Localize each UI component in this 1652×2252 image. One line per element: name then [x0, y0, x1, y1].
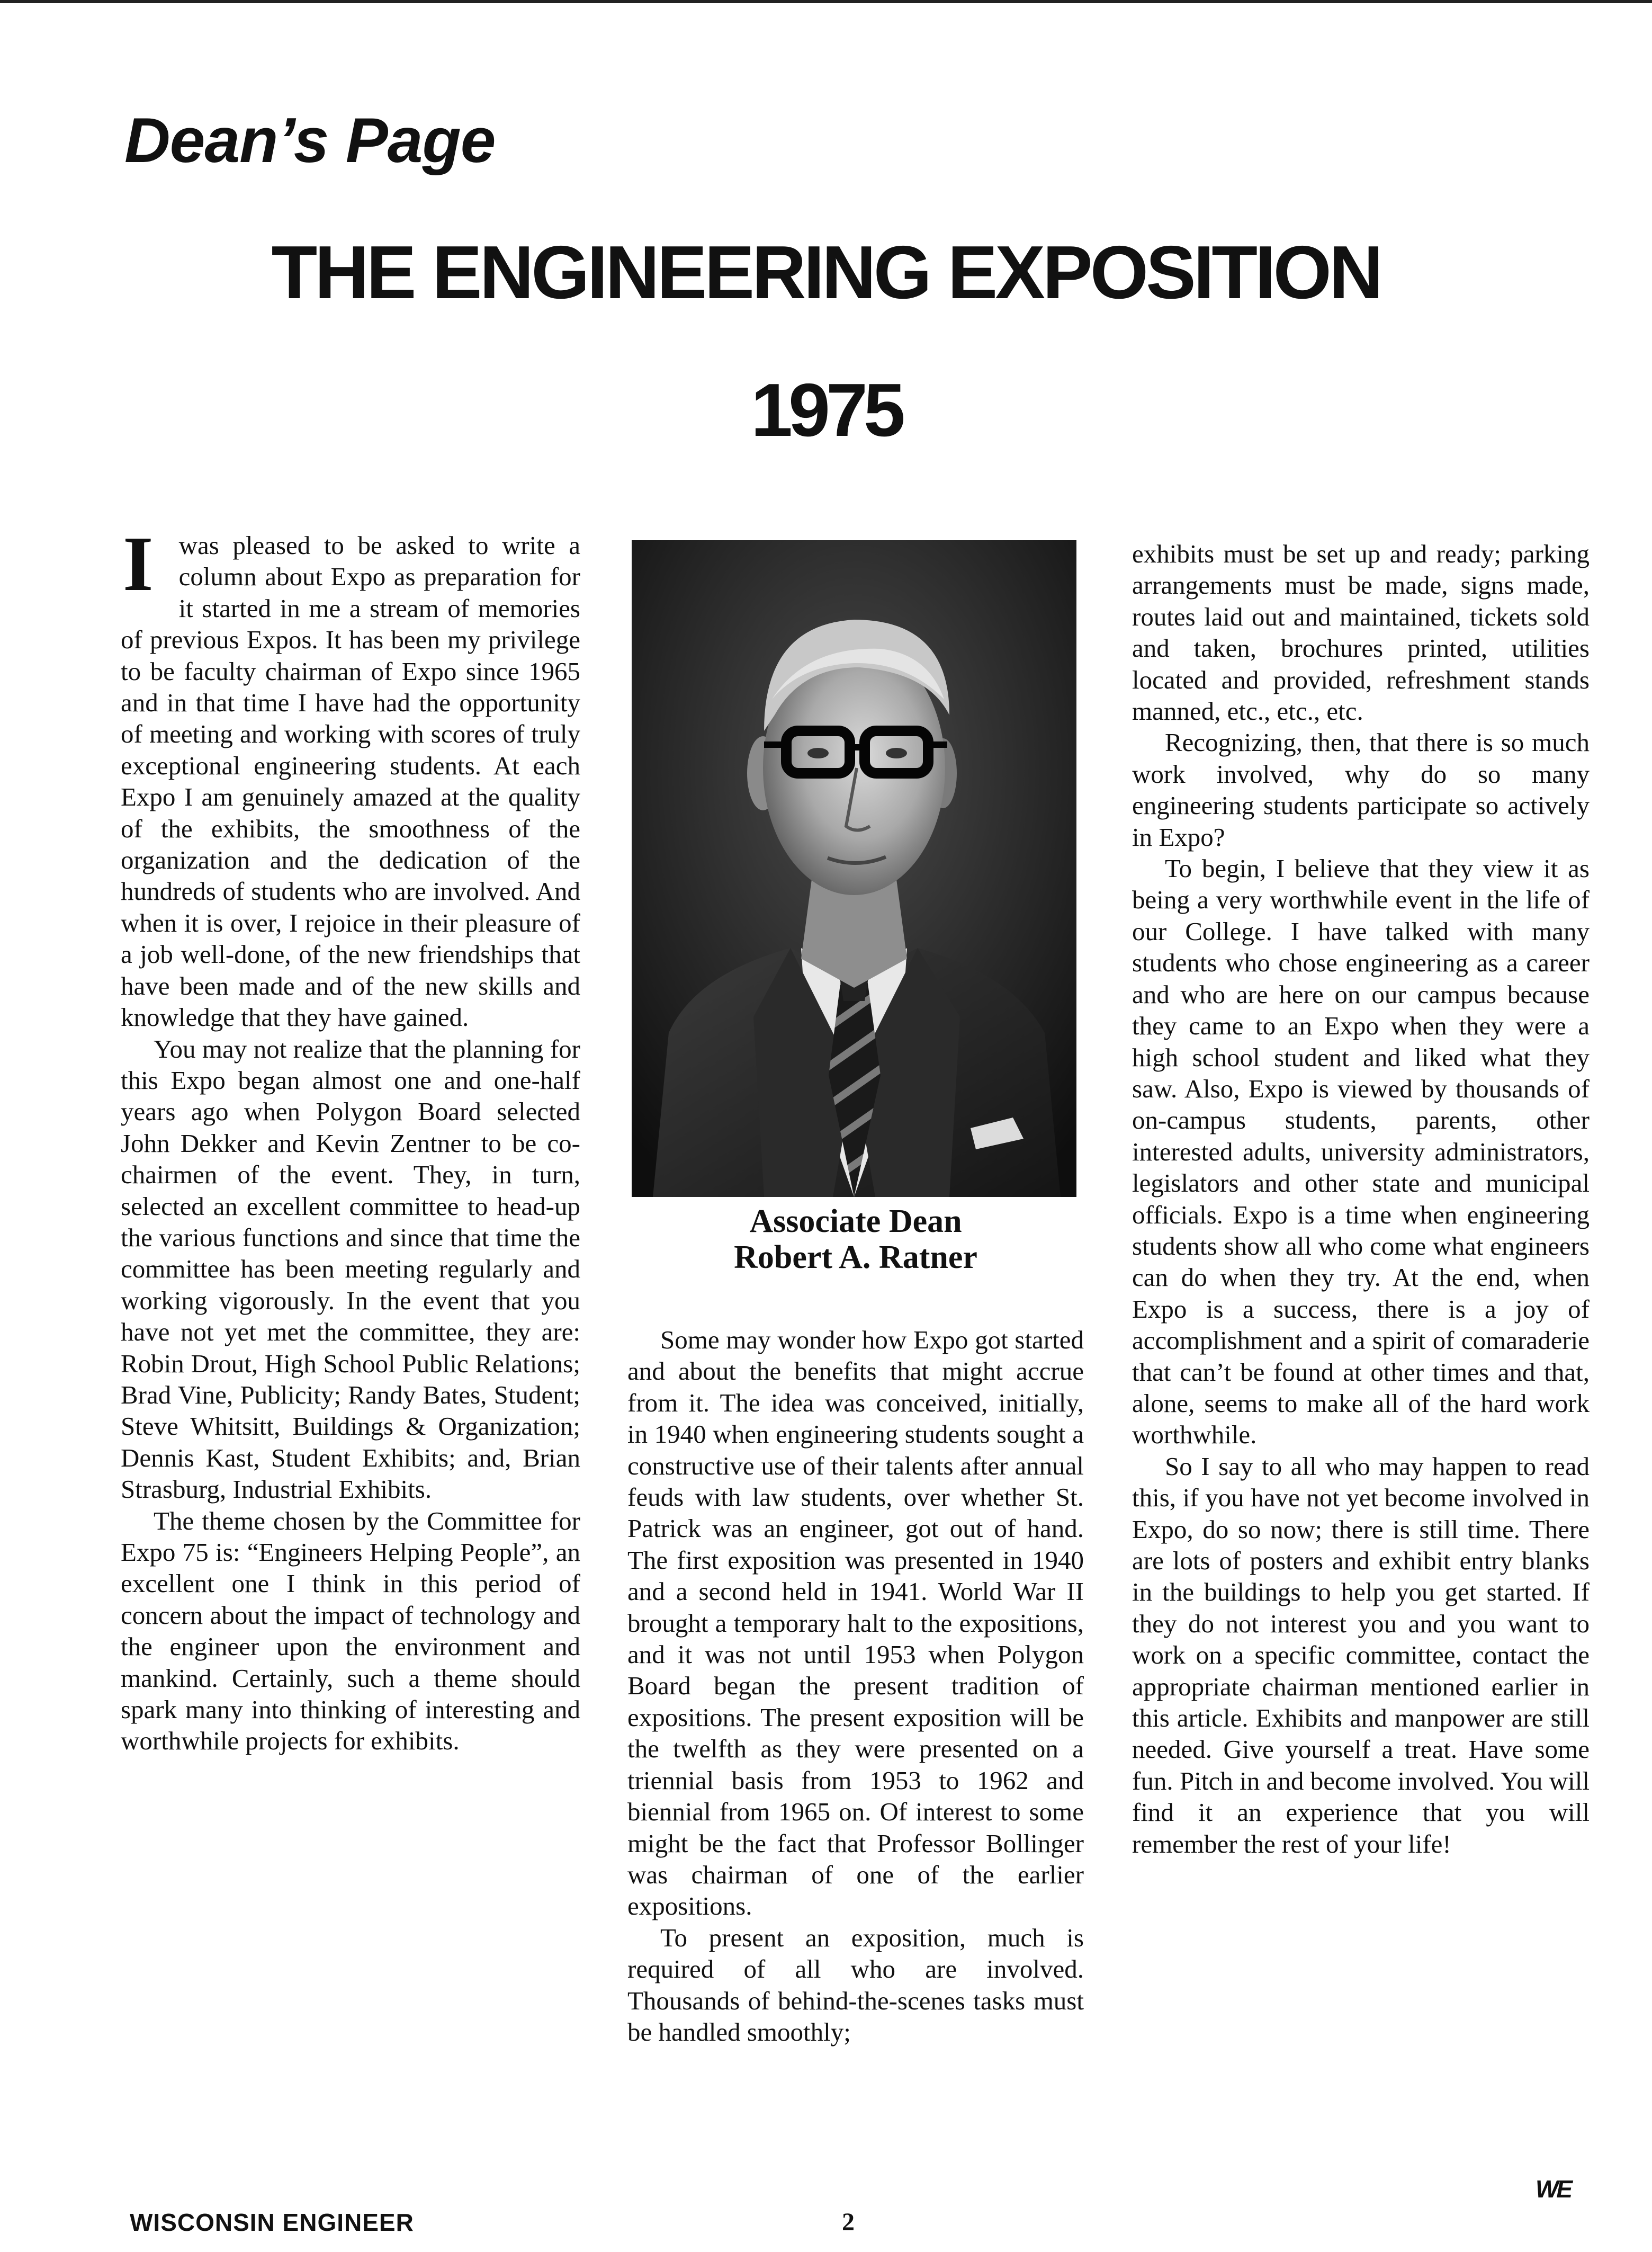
article-paragraph: Some may wonder how Expo got started and about the benefits that might accrue from it. The idea was conceived, initially, in 1940 when engineering students sought a constructive use of their talents after annual feuds with law students, over whether St. Patrick was an engineer, got out of hand. The first exposition was presented in 1940 and a second held in 1941. World War II brought a temporary halt to the expositions, and it was not until 1953 when Polygon Board began the present tradition of expositions. The present exposition will be the twelfth as they were presented on a triennial basis from 1953 to 1962 and biennial from 1965 on. Of interest to some might be the fact that Professor Bollinger was chairman of one of the earlier expositions.: [627, 1325, 1084, 1921]
caption-title: Associate Dean: [749, 1203, 962, 1239]
paragraph-text: was pleased to be asked to write a column about Expo as preparation for it started in me a stream of memories of previous Expos. It has been my privilege to be faculty chairman of Expo since 1965 and in that time I have had the opportunity of meeting and working with scores of truly exceptional engineering students. At each Expo I am genuinely amazed at the quality of the exhibits, the smoothness of the organization and the dedication of the hundreds of students who are involved. And when it is over, I rejoice in their pleasure of a job well-done, of the new friendships that have been made and of the new skills and knowledge that they have gained.: [121, 531, 580, 1032]
article-paragraph: To begin, I believe that they view it as being a very worthwhile event in the life of our College. I have talked with many students who chose engineering as a career and who are here on our campus because they came to an Expo when they were a high school student and liked what they saw. Also, Expo is viewed by thousands of on-campus students, parents, other interested adults, university administrators, legislators and other state and municipal officials. Expo is a time when engineering students show all who come what engineers can do when they try. At the end, when Expo is a success, there is a joy of accomplishment and a spirit of comaraderie that can’t be found at other times and that, alone, seems to make all of the hard work worthwhile.: [1132, 854, 1590, 1450]
article-paragraph: exhibits must be set up and ready; parking arrangements must be made, signs made, routes laid out and maintained, tickets sold and taken, brochures printed, utilities located and provided, refreshment stands manned, etc., etc., etc.: [1132, 539, 1590, 726]
article-column-right: [1132, 538, 1590, 1860]
article-column-left: [121, 521, 580, 1757]
article-column-middle: [627, 1324, 1084, 2048]
article-paragraph: You may not realize that the planning for this Expo began almost one and one-half years ago when Polygon Board selected John Dekker and Kevin Zentner to be co-chairmen of the event. They, in turn, selected an excellent committee to head-up the various functions and since that time the committee has been meeting regularly and working vigorously. In the event that you have not yet met the committee, they are: Robin Drout, High School Public Relations; Brad Vine, Publicity; Randy Bates, Student; Steve Whitsitt, Buildings & Organization; Dennis Kast, Student Exhibits; and, Brian Strasburg, Industrial Exhibits.: [121, 1034, 580, 1504]
article-paragraph: To present an exposition, much is required of all who are involved. Thousands of behind-the-scenes tasks must be handled smoothly;: [627, 1923, 1084, 2047]
section-kicker: Dean’s Page: [124, 105, 496, 176]
article-paragraph: So I say to all who may happen to read this, if you have not yet become involved in Expo, do so now; there is still time. There are lots of posters and exhibit entry blanks in the buildings to help you get started. If they do not interest you and you want to work on a specific committee, contact the appropriate chairman mentioned earlier in this article. Exhibits and manpower are still needed. Give yourself a treat. Have some fun. Pitch in and become involved. You will find it an experience that you will remember the rest of your life!: [1132, 1451, 1590, 1858]
publication-name: WISCONSIN ENGINEER: [130, 2209, 414, 2236]
caption-name: Robert A. Ratner: [734, 1239, 977, 1275]
portrait-photo: [632, 540, 1076, 1197]
page-number: 2: [842, 2208, 855, 2236]
photo-caption: [627, 1203, 1084, 1275]
article-paragraph: The theme chosen by the Committee for Expo 75 is: “Engineers Helping People”, an excellent one I think in this period of concern about the impact of technology and the engineer upon the environment and mankind. Certainly, such a theme should spark many into thinking of interesting and worthwhile projects for exhibits.: [121, 1506, 580, 1756]
article-paragraph: Recognizing, then, that there is so much work involved, why do so many engineering students participate so actively in Expo?: [1132, 728, 1590, 852]
magazine-logo: WE: [1536, 2175, 1571, 2203]
page-title: THE ENGINEERING EXPOSITION: [271, 230, 1381, 315]
title-year: 1975: [751, 368, 901, 452]
top-rule: [0, 0, 1652, 3]
drop-cap: I: [123, 521, 154, 607]
article-paragraph: [121, 521, 580, 1033]
